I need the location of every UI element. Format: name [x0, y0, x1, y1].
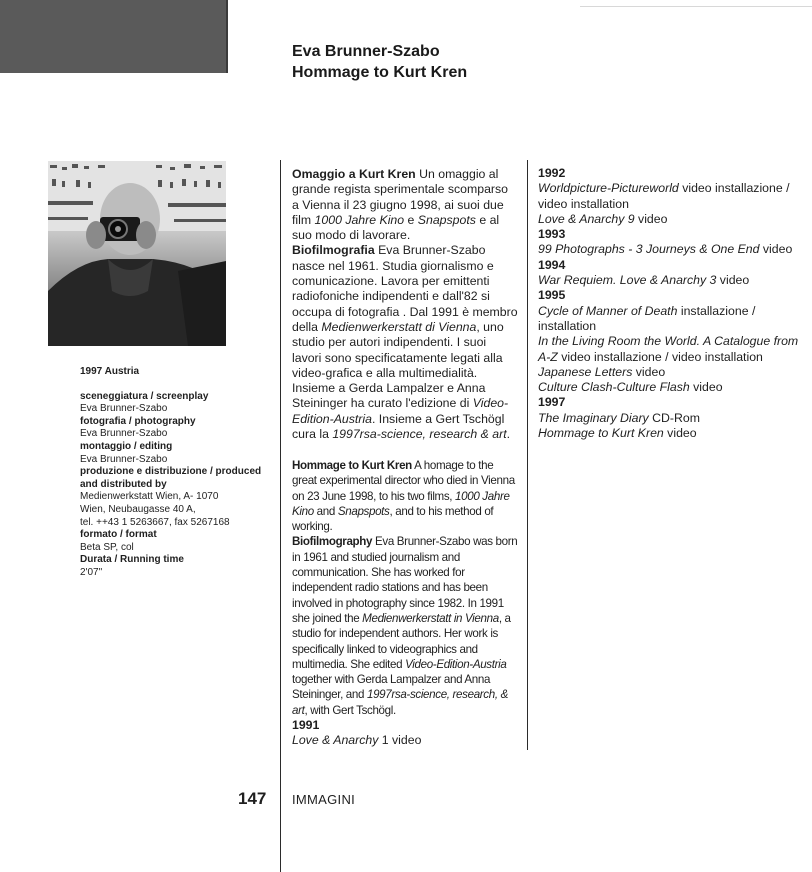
column-divider-right: [527, 160, 528, 750]
film-title: Hommage to Kurt Kren: [292, 64, 468, 81]
filmography-year: 1995: [538, 288, 566, 303]
filmography-entry: Japanese Letters video: [538, 364, 666, 379]
filmography-entry: Hommage to Kurt Kren video: [538, 426, 697, 441]
filmography-year: 1997: [538, 395, 566, 410]
credit-label-format: formato / format: [80, 529, 157, 541]
column-divider-left: [280, 160, 281, 810]
english-biography: Biofilmography Eva Brunner-Szabo was born in 1961 and studied journalism and communication. She has worked for independent radio stations and has been involved in photography since 1982. In 1991 she joined the Medienwerkerstatt in Vienna, a studio for independent authors. Her work is specifically linked to videographics and multimedia. She edited Video-Edition-Austria together with Gerda Lampalzer and Anna Steininger, and 1997rsa-science, research, & art, with Gert Tschögl.: [292, 535, 518, 717]
italian-biography: Biofilmografia Eva Brunner-Szabo nasce nel 1961. Studia giornalismo e comunicazione. Lavora per emittenti radiofoniche indipendenti e dall'82 si occupa di fotografia . Dal 1991 è membro della Medienwerkerstatt di Vienna, uno studio per autori indipendenti. I suoi lavori sono specificatamente legati alla video-grafica e alla multimedialità. Insieme a Gerda Lampalzer e Anna Steininger ha curato l'edizione di Video-Edition-Austria. Insieme a Gert Tschögl cura la 1997rsa-science, research & art.: [292, 243, 518, 442]
filmography-list: [538, 166, 810, 441]
footer-divider: [280, 780, 281, 872]
credit-label-production: produzione e distribuzione / produced and distributed by: [80, 466, 262, 490]
page-number: 147: [238, 789, 267, 808]
header-gray-block: [0, 0, 226, 73]
film-still-photo: [48, 161, 226, 346]
credit-value-production-line3: tel. ++43 1 5263667, fax 5267168: [80, 516, 230, 528]
filmography-entry: Love & Anarchy 9 video: [538, 211, 668, 226]
credit-label-screenplay: sceneggiatura / screenplay: [80, 390, 209, 402]
english-synopsis: Hommage to Kurt Kren A homage to the great experimental director who died in Vienna on 23 June 1998, to his two films, 1000 Jahre Kino and Snapspots, and to his method of working.: [292, 459, 515, 534]
filmography-entry: Cycle of Manner of Death installazione / installation: [538, 303, 756, 333]
credit-value-photography: Eva Brunner-Szabo: [80, 428, 168, 440]
italian-synopsis: Omaggio a Kurt Kren Un omaggio al grande regista sperimentale scomparso a Vienna il 23 giugno 1998, ai suoi due film 1000 Jahre Kino e Snapspots e al suo modo di lavorare.: [292, 167, 508, 243]
credit-label-editing: montaggio / editing: [80, 440, 173, 452]
filmography-year: 1994: [538, 257, 566, 272]
english-text: [292, 458, 518, 718]
section-name: IMMAGINI: [292, 792, 356, 807]
credit-value-production-line1: Medienwerkstatt Wien, A- 1070: [80, 491, 219, 503]
credit-label-running-time: Durata / Running time: [80, 554, 184, 566]
credit-value-editing: Eva Brunner-Szabo: [80, 453, 168, 465]
credit-value-production-line2: Wien, Neubaugasse 40 A,: [80, 503, 196, 515]
filmography-1991: [292, 718, 518, 749]
credits-block: [80, 366, 270, 580]
page-header: [292, 41, 467, 83]
scan-artifact-line: [580, 6, 812, 7]
photo-illustration: [48, 161, 226, 346]
credit-value-running-time: 2'07": [80, 566, 103, 578]
filmography-year: 1991: [292, 718, 320, 732]
author-name: Eva Brunner-Szabo: [292, 43, 440, 60]
year-country: 1997 Austria: [80, 366, 140, 377]
filmography-entry: War Requiem. Love & Anarchy 3 video: [538, 273, 750, 288]
credit-label-photography: fotografia / photography: [80, 415, 196, 427]
italian-text: [292, 167, 518, 442]
filmography-entry: Worldpicture-Pictureworld video installazione / video installation: [538, 181, 790, 211]
filmography-entry: In the Living Room the World. A Catalogue from A-Z video installazione / video installation: [538, 334, 799, 364]
filmography-year: 1992: [538, 166, 566, 180]
filmography-entry: Love & Anarchy 1 video: [292, 733, 422, 748]
header-divider: [226, 0, 228, 73]
credit-value-format: Beta SP, col: [80, 541, 134, 553]
filmography-entry: 99 Photographs - 3 Journeys & One End video: [538, 242, 793, 257]
credit-value-screenplay: Eva Brunner-Szabo: [80, 403, 168, 415]
filmography-entry: The Imaginary Diary CD-Rom: [538, 410, 700, 425]
filmography-year: 1993: [538, 227, 566, 242]
filmography-entry: Culture Clash-Culture Flash video: [538, 380, 723, 395]
